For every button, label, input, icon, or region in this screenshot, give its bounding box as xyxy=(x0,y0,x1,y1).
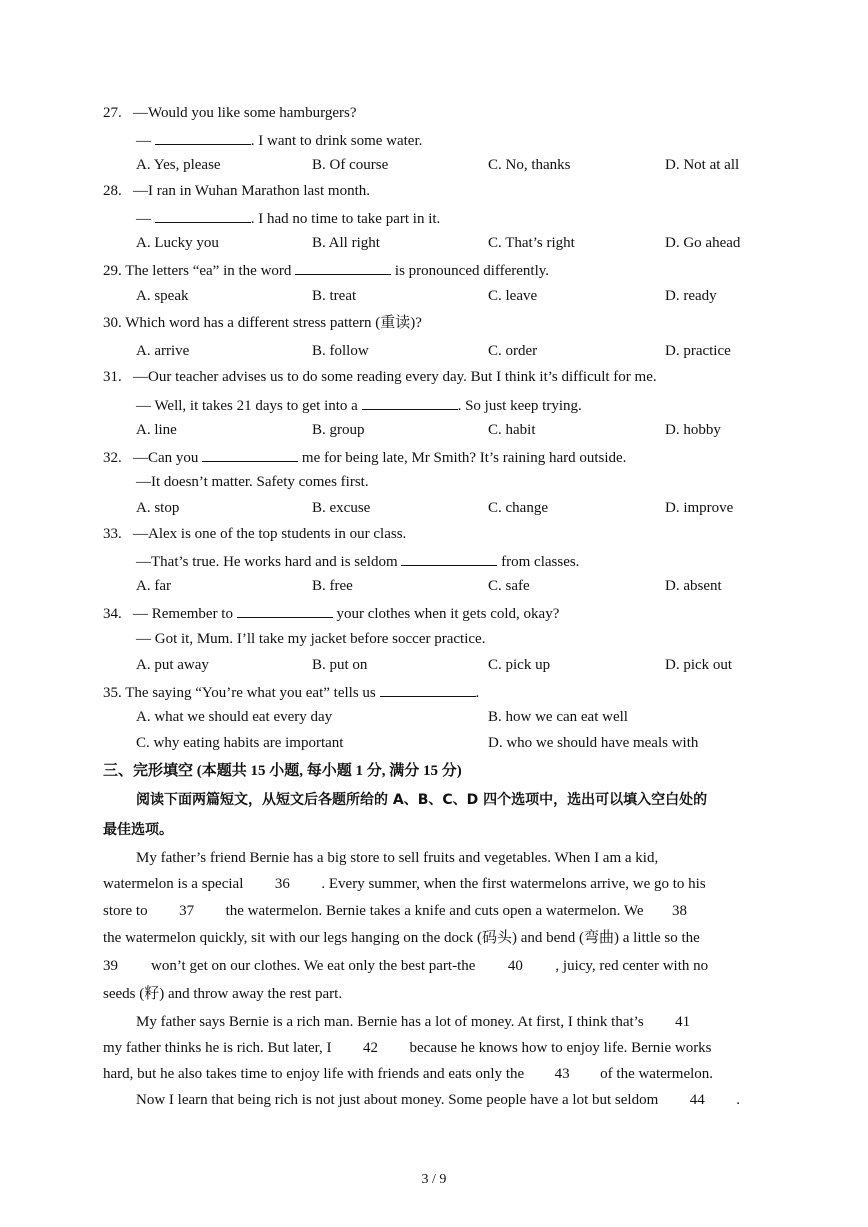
option-d: D. Not at all xyxy=(665,157,740,173)
blank-number: 42 xyxy=(363,1040,379,1056)
question-number: 33. xyxy=(103,526,122,542)
question-32-reply: —It doesn’t matter. Safety comes first. xyxy=(136,474,369,490)
question-34 xyxy=(103,603,559,623)
passage-text: My father says Bernie is a rich man. Bernie has a lot of money. At first, I think that’s xyxy=(136,1014,644,1030)
option-b: B. Of course xyxy=(312,157,389,173)
option-d: D. ready xyxy=(665,288,717,304)
passage-line: the watermelon quickly, sit with our legs hanging on the dock (码头) and bend (弯曲) a little so the xyxy=(103,930,700,946)
page-number: 3 / 9 xyxy=(421,1172,447,1187)
option-c: C. leave xyxy=(488,288,538,304)
passage-line xyxy=(103,1039,712,1057)
section-heading: 三、完形填空 (本题共 15 小题, 每小题 1 分, 满分 15 分) xyxy=(103,763,462,779)
blank-number: 38 xyxy=(672,903,688,919)
section-instruction: 阅读下面两篇短文，从短文后各题所给的 A、B、C、D 四个选项中，选出可以填入空白处的 xyxy=(136,792,708,808)
question-text: . I want to drink some water. xyxy=(250,133,423,149)
question-28 xyxy=(103,182,370,200)
option-b: B. free xyxy=(312,578,353,594)
question-text: —Would you like some hamburgers? xyxy=(133,105,357,121)
option-a: A. arrive xyxy=(136,343,190,359)
question-30 xyxy=(103,314,422,332)
passage-line xyxy=(136,1013,722,1031)
passage-text: watermelon is a special xyxy=(103,876,244,892)
option-b: B. treat xyxy=(312,288,357,304)
blank-number: 39 xyxy=(103,958,118,974)
blank-number: 43 xyxy=(554,1066,570,1082)
question-text: from classes. xyxy=(497,554,580,570)
question-27-reply xyxy=(136,130,422,150)
option-b: B. excuse xyxy=(312,500,371,516)
option-c: C. pick up xyxy=(488,657,551,673)
passage-text: , juicy, red center with no xyxy=(555,958,709,974)
option-b: B. group xyxy=(312,422,365,438)
question-31 xyxy=(103,368,657,386)
question-text: —That’s true. He works hard and is seldom xyxy=(136,554,402,570)
option-d: D. practice xyxy=(665,343,731,359)
option-a: A. what we should eat every day xyxy=(136,709,333,725)
question-35 xyxy=(103,682,479,702)
question-text: Which word has a different stress pattern (重读)? xyxy=(125,315,422,331)
question-text: — Well, it takes 21 days to get into a xyxy=(136,398,362,414)
blank-number: 41 xyxy=(675,1014,691,1030)
question-number: 30. xyxy=(103,315,122,331)
question-text: . xyxy=(475,685,480,701)
question-text: —Alex is one of the top students in our class. xyxy=(133,526,407,542)
option-a: A. Yes, please xyxy=(136,157,221,173)
option-a: A. stop xyxy=(136,500,180,516)
passage-line xyxy=(103,957,708,975)
question-number: 31. xyxy=(103,369,122,385)
option-c: C. No, thanks xyxy=(488,157,571,173)
passage-text: . xyxy=(736,1092,741,1108)
question-text: is pronounced differently. xyxy=(391,263,550,279)
option-d: D. hobby xyxy=(665,422,721,438)
question-number: 27. xyxy=(103,105,122,121)
passage-line xyxy=(136,1091,740,1109)
option-d: D. improve xyxy=(665,500,734,516)
passage-line: My father’s friend Bernie has a big store to sell fruits and vegetables. When I am a kid, xyxy=(136,850,659,866)
question-33-reply xyxy=(136,551,579,571)
question-text: —Our teacher advises us to do some reading every day. But I think it’s difficult for me. xyxy=(133,369,657,385)
question-number: 28. xyxy=(103,183,122,199)
option-d: D. absent xyxy=(665,578,722,594)
passage-text: my father thinks he is rich. But later, I xyxy=(103,1040,332,1056)
option-b: B. how we can eat well xyxy=(488,709,628,725)
option-b: B. All right xyxy=(312,235,380,251)
question-text: your clothes when it gets cold, okay? xyxy=(332,606,560,622)
option-d: D. Go ahead xyxy=(665,235,741,251)
blank-number: 37 xyxy=(179,903,195,919)
answer-blank xyxy=(155,208,251,223)
question-33 xyxy=(103,525,406,543)
question-31-reply xyxy=(136,395,582,415)
passage-text: the watermelon. Bernie takes a knife and cuts open a watermelon. We xyxy=(225,903,644,919)
answer-blank xyxy=(401,551,497,566)
passage-text: Now I learn that being rich is not just about money. Some people have a lot but seldom xyxy=(136,1092,659,1108)
option-c: C. why eating habits are important xyxy=(136,735,344,751)
question-28-reply xyxy=(136,208,440,228)
question-34-reply: — Got it, Mum. I’ll take my jacket before soccer practice. xyxy=(136,631,486,647)
passage-text: because he knows how to enjoy life. Bernie works xyxy=(409,1040,712,1056)
option-d: D. pick out xyxy=(665,657,733,673)
question-text: me for being late, Mr Smith? It’s raining hard outside. xyxy=(298,450,627,466)
passage-line xyxy=(103,875,706,893)
blank-number: 36 xyxy=(274,876,290,892)
option-c: C. change xyxy=(488,500,548,516)
option-a: A. far xyxy=(136,578,171,594)
dash: — xyxy=(136,133,155,149)
answer-blank xyxy=(237,603,333,618)
question-29 xyxy=(103,260,549,280)
blank-number: 40 xyxy=(507,958,523,974)
passage-text: hard, but he also takes time to enjoy life with friends and eats only the xyxy=(103,1066,525,1082)
answer-blank xyxy=(202,447,298,462)
option-c: C. safe xyxy=(488,578,530,594)
passage-text: of the watermelon. xyxy=(600,1066,714,1082)
question-text: — Remember to xyxy=(133,606,237,622)
passage-line xyxy=(103,1065,713,1083)
option-c: C. habit xyxy=(488,422,536,438)
option-a: A. put away xyxy=(136,657,209,673)
passage-line: seeds (籽) and throw away the rest part. xyxy=(103,986,343,1002)
question-text: The saying “You’re what you eat” tells us xyxy=(125,685,380,701)
answer-blank xyxy=(295,260,391,275)
question-number: 32. xyxy=(103,450,122,466)
option-c: C. That’s right xyxy=(488,235,575,251)
question-number: 34. xyxy=(103,606,122,622)
passage-text: store to xyxy=(103,903,148,919)
option-b: B. put on xyxy=(312,657,368,673)
passage-text: . Every summer, when the first watermelons arrive, we go to his xyxy=(321,876,706,892)
blank-number: 44 xyxy=(689,1092,705,1108)
question-text: The letters “ea” in the word xyxy=(125,263,296,279)
passage-text: won’t get on our clothes. We eat only the best part-the xyxy=(151,958,476,974)
option-c: C. order xyxy=(488,343,538,359)
section-instruction-cont: 最佳选项。 xyxy=(103,822,173,838)
answer-blank xyxy=(362,395,458,410)
question-text: —Can you xyxy=(133,450,203,466)
option-d: D. who we should have meals with xyxy=(488,735,699,751)
option-a: A. speak xyxy=(136,288,189,304)
question-27 xyxy=(103,104,356,122)
question-text: —I ran in Wuhan Marathon last month. xyxy=(133,183,370,199)
question-text: . So just keep trying. xyxy=(457,398,582,414)
option-b: B. follow xyxy=(312,343,369,359)
passage-line xyxy=(103,902,716,920)
question-number: 35. xyxy=(103,685,122,701)
question-32 xyxy=(103,447,626,467)
question-number: 29. xyxy=(103,263,122,279)
answer-blank xyxy=(155,130,251,145)
option-a: A. line xyxy=(136,422,177,438)
option-a: A. Lucky you xyxy=(136,235,219,251)
dash: — xyxy=(136,211,155,227)
question-text: . I had no time to take part in it. xyxy=(250,211,441,227)
answer-blank xyxy=(380,682,476,697)
